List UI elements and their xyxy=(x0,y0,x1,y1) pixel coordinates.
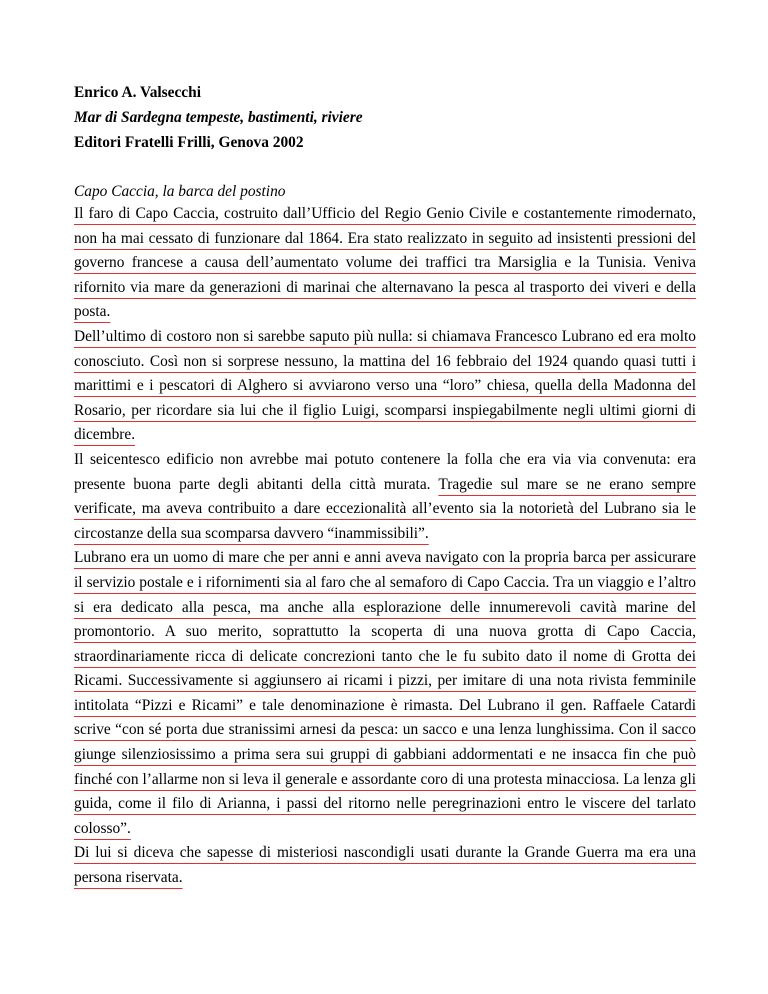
book-title: Mar di Sardegna tempeste, bastimenti, riviere xyxy=(74,109,363,126)
citation-header xyxy=(74,80,696,155)
body-paragraph xyxy=(74,448,696,546)
body-paragraph xyxy=(74,202,696,325)
paragraph-text: Il seicentesco edificio non avrebbe mai potuto contenere la folla che era via via convenuta: era presente buona parte degli abitanti della città murata. xyxy=(74,450,696,493)
body-paragraph xyxy=(74,546,696,841)
underlined-text: Il faro di Capo Caccia, costruito dall’Ufficio del Regio Genio Civile e costantemente rimodernato, non ha mai cessato di funzionare dal 1864. Era stato realizzato in seguito ad insistenti pressioni del governo francese a causa dell’aumentato volume dei traffici tra Marsiglia e la Tunisia. Veniva rifornito via mare da generazioni di marinai che alternavano la pesca al trasporto dei viveri e della posta. xyxy=(74,205,696,321)
article-body xyxy=(74,202,696,891)
underlined-text: Di lui si diceva che sapesse di misteriosi nascondigli usati durante la Grande Guerra ma era una persona riservata. xyxy=(74,844,696,887)
body-paragraph xyxy=(74,325,696,448)
body-paragraph xyxy=(74,841,696,890)
underlined-text: Dell’ultimo di costoro non si sarebbe saputo più nulla: si chiamava Francesco Lubrano ed era molto conosciuto. Così non si sorprese nessuno, la mattina del 16 febbraio del 1924 quando quasi tutti i marittimi e i pescatori di Alghero si avviarono verso una “loro” chiesa, quella della Madonna del Rosario, per ricordare sia lui che il figlio Luigi, scomparsi inspiegabilmente negli ultimi giorni di dicembre. xyxy=(74,327,696,444)
underlined-text: Tragedie sul mare se ne erano sempre verificate, ma aveva contribuito a dare eccezionalità all’evento sia la notorietà del Lubrano sia le circostanze della sua scomparsa davvero “inammissibili”. xyxy=(74,475,696,542)
author-name: Enrico A. Valsecchi xyxy=(74,84,201,101)
publisher-line: Editori Fratelli Frilli, Genova 2002 xyxy=(74,134,304,151)
underlined-text: Lubrano era un uomo di mare che per anni e anni aveva navigato con la propria barca per assicurare il servizio postale e i rifornimenti sia al faro che al semaforo di Capo Caccia. Tra un viaggio e l’altro si era dedicato alla pesca, ma anche alla esplorazione delle innumerevoli cavità marine del promontorio. A suo merito, soprattutto la scoperta di una nuova grotta di Capo Caccia, straordinariamente ricca di delicate concrezioni tanto che le fu subito dato il nome di Grotta dei Ricami. Successivamente si aggiunsero ai ricami i pizzi, per imitare di una nota rivista femminile intitolata “Pizzi e Ricami” e tale denominazione è rimasta. Del Lubrano il gen. Raffaele Catardi scrive “con sé porta due stranissimi arnesi da pesca: un sacco e una lenza lunghissima. Con il sacco giunge silenziosissimo a prima sera sui gruppi di gabbiani addormentati e ne insacca fin che può finché con l’allarme non si leva il generale e assordante coro di una protesta minacciosa. La lenza gli guida, come il filo di Arianna, i passi del ritorno nelle peregrinazioni entro le viscere del tarlato colosso”. xyxy=(74,549,696,837)
section-title: Capo Caccia, la barca del postino xyxy=(74,183,286,200)
